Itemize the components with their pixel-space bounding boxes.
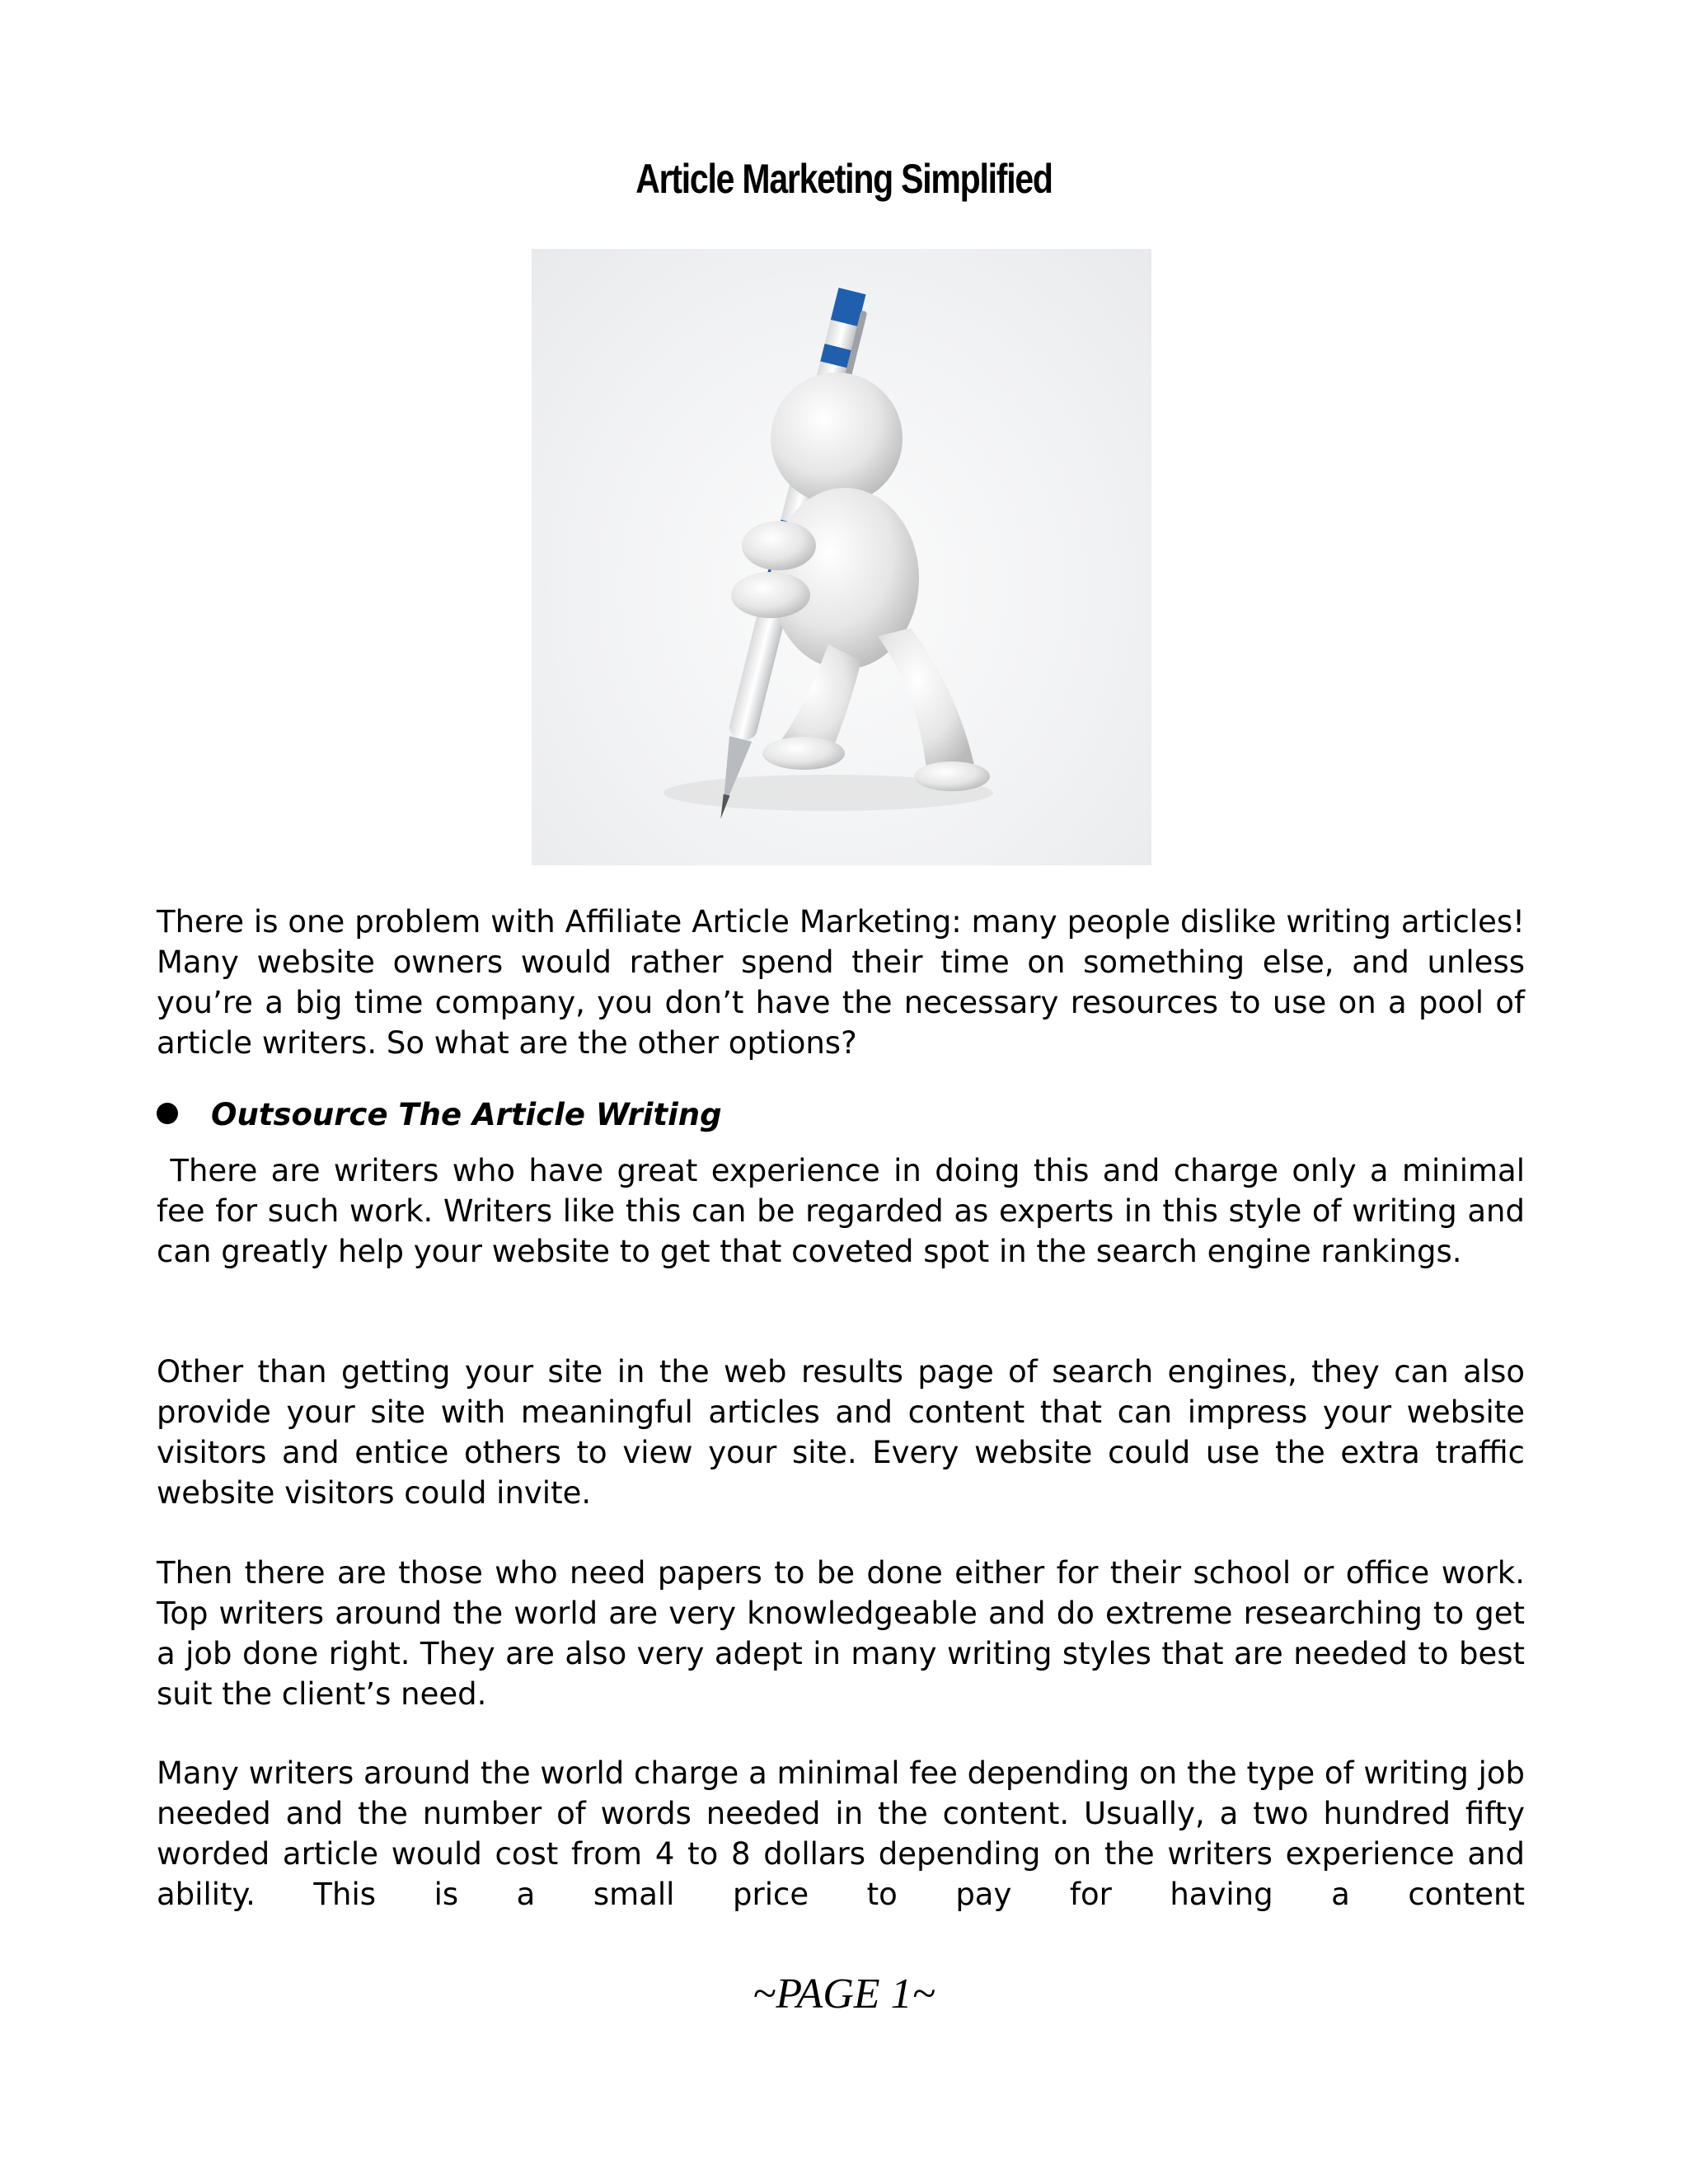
section-heading-text: Outsource The Article Writing	[211, 1097, 722, 1132]
bullet-icon	[157, 1103, 178, 1124]
paragraph-school-office: Then there are those who need papers to be done either for their school or office work. Top writers around the world are very knowledgeable and do extreme researching to get a job done right. They are also very adept in many writing styles that are needed to best suit the client’s need.	[157, 1555, 1525, 1712]
paragraph-intro: There is one problem with Affiliate Article Marketing: many people dislike writing articles! Many website owners would rather spend their time on something else, and unless you’re a big time company, you don’t have the necessary resources to use on a pool of article writers. So what are the other options?	[157, 904, 1525, 1061]
page-title: Article Marketing Simplified	[635, 156, 1053, 202]
section-heading	[157, 1094, 722, 1135]
paragraph-web-results: Other than getting your site in the web results page of search engines, they can also provide your site with meaningful articles and content that can impress your website visitors and entice others to view your site. Every website could use the extra traffic website visitors could invite.	[157, 1354, 1525, 1511]
figure-with-pen-icon	[532, 249, 1151, 865]
paragraph-writers-experience: There are writers who have great experience in doing this and charge only a minimal fee for such work. Writers like this can be regarded as experts in this style of writing and can greatly help your website to get that coveted spot in the search engine rankings.	[157, 1153, 1535, 1269]
paragraph-pricing: Many writers around the world charge a minimal fee depending on the type of writing job needed and the number of words needed in the content. Usually, a two hundred fifty worded article would cost from 4 to 8 dollars depending on the writers experience and ability. This is a small price to pay for having a content	[157, 1755, 1525, 1912]
page-number: ~PAGE 1~	[753, 1971, 935, 2018]
